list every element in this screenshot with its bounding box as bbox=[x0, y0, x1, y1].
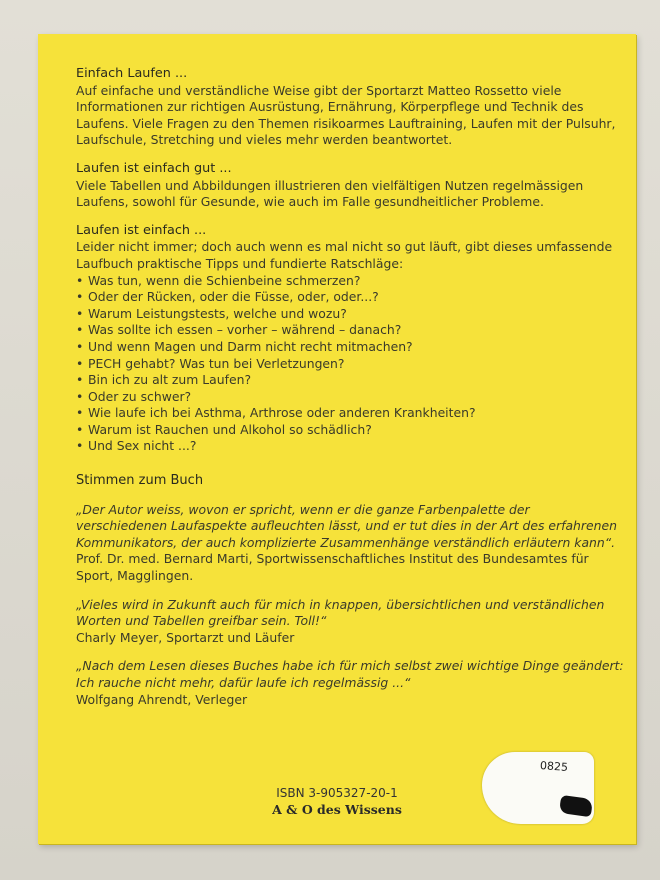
bullet-icon: • bbox=[76, 388, 84, 404]
list-item-text: Wie laufe ich bei Asthma, Arthrose oder anderen Krankheiten? bbox=[88, 405, 476, 421]
review-quote bbox=[76, 658, 624, 708]
list-item bbox=[76, 289, 624, 306]
quote-text: „Nach dem Lesen dieses Buches habe ich für mich selbst zwei wichtige Dinge geändert: Ich rauche nicht mehr, dafür laufe ich regelmässig ...“ bbox=[76, 658, 624, 690]
section-heading: Laufen ist einfach gut ... bbox=[76, 160, 232, 176]
list-item bbox=[76, 339, 624, 356]
review-quote bbox=[76, 502, 624, 585]
reviews-heading: Stimmen zum Buch bbox=[76, 473, 204, 489]
bullet-icon: • bbox=[76, 338, 84, 354]
list-item bbox=[76, 422, 624, 439]
bullet-icon: • bbox=[76, 355, 84, 371]
book-back-cover bbox=[38, 34, 636, 844]
quote-text: „Der Autor weiss, wovon er spricht, wenn er die ganze Farbenpalette der verschiedenen Laufaspekte aufleuchten lässt, und er tut dies in der Art des erfahrenen Kommunikators, der auch komplizierte Zusammenhänge verständlich erläutern kann“. bbox=[76, 501, 617, 550]
list-item-text: Oder zu schwer? bbox=[88, 388, 192, 404]
review-quote bbox=[76, 597, 624, 647]
section-einfach-laufen bbox=[76, 66, 624, 149]
bullet-icon: • bbox=[76, 421, 84, 437]
bullet-icon: • bbox=[76, 405, 84, 421]
list-item-text: Was sollte ich essen – vorher – während – danach? bbox=[88, 322, 402, 338]
list-item bbox=[76, 322, 624, 339]
list-item-text: Bin ich zu alt zum Laufen? bbox=[88, 372, 252, 388]
list-item-text: Oder der Rücken, oder die Füsse, oder, oder...? bbox=[88, 289, 379, 305]
bullet-icon: • bbox=[76, 289, 84, 305]
quote-text: „Vieles wird in Zukunft auch für mich in knappen, übersichtlichen und verständlichen Worten und Tabellen greifbar sein. Toll!“ bbox=[76, 596, 605, 629]
quote-author: Wolfgang Ahrendt, Verleger bbox=[76, 691, 248, 707]
list-item bbox=[76, 356, 624, 373]
list-item bbox=[76, 405, 624, 422]
list-item bbox=[76, 306, 624, 323]
section-laufen-ist-einfach bbox=[76, 223, 624, 455]
bullet-icon: • bbox=[76, 272, 84, 288]
list-item-text: Warum ist Rauchen und Alkohol so schädlich? bbox=[88, 421, 372, 437]
bullet-icon: • bbox=[76, 438, 84, 454]
price-sticker bbox=[482, 752, 594, 824]
section-text: Auf einfache und verständliche Weise gibt der Sportarzt Matteo Rossetto viele Informationen zur richtigen Ausrüstung, Ernährung, Körperpflege und Technik des Laufens. Viele Fragen zu den Themen risikoarmes Lauftraining, Laufen mit der Pulsuhr, Laufschule, Stretching und vieles mehr werden beantwortet. bbox=[76, 82, 616, 148]
isbn-number: ISBN 3-905327-20-1 bbox=[276, 786, 398, 800]
sticker-code: 0825 bbox=[539, 759, 569, 774]
section-text: Leider nicht immer; doch auch wenn es mal nicht so gut läuft, gibt dieses umfassende Laufbuch praktische Tipps und fundierte Ratschläge: bbox=[76, 239, 613, 271]
section-heading: Einfach Laufen ... bbox=[76, 66, 188, 81]
list-item-text: PECH gehabt? Was tun bei Verletzungen? bbox=[88, 355, 345, 371]
list-item bbox=[76, 389, 624, 406]
marker-scribble-icon bbox=[559, 795, 593, 817]
question-list bbox=[76, 273, 624, 456]
bullet-icon: • bbox=[76, 372, 84, 388]
list-item-text: Was tun, wenn die Schienbeine schmerzen? bbox=[88, 272, 361, 288]
section-text: Viele Tabellen und Abbildungen illustrieren den vielfältigen Nutzen regelmässigen Laufens, sowohl für Gesunde, wie auch im Falle gesundheitlicher Probleme. bbox=[76, 177, 584, 210]
bullet-icon: • bbox=[76, 305, 84, 321]
bullet-icon: • bbox=[76, 322, 84, 338]
list-item-text: Und Sex nicht ...? bbox=[88, 438, 197, 454]
list-item bbox=[76, 273, 624, 290]
list-item bbox=[76, 438, 624, 455]
list-item bbox=[76, 372, 624, 389]
list-item-text: Warum Leistungstests, welche und wozu? bbox=[88, 305, 347, 321]
quote-author: Prof. Dr. med. Bernard Marti, Sportwissenschaftliches Institut des Bundesamtes für Sport, Magglingen. bbox=[76, 551, 589, 584]
cover-text-block bbox=[76, 66, 624, 720]
section-laufen-ist-einfach-gut bbox=[76, 161, 624, 211]
section-heading: Laufen ist einfach ... bbox=[76, 222, 207, 238]
publisher-name: A & O des Wissens bbox=[272, 802, 402, 817]
quote-author: Charly Meyer, Sportarzt und Läufer bbox=[76, 629, 295, 645]
list-item-text: Und wenn Magen und Darm nicht recht mitmachen? bbox=[88, 338, 413, 354]
